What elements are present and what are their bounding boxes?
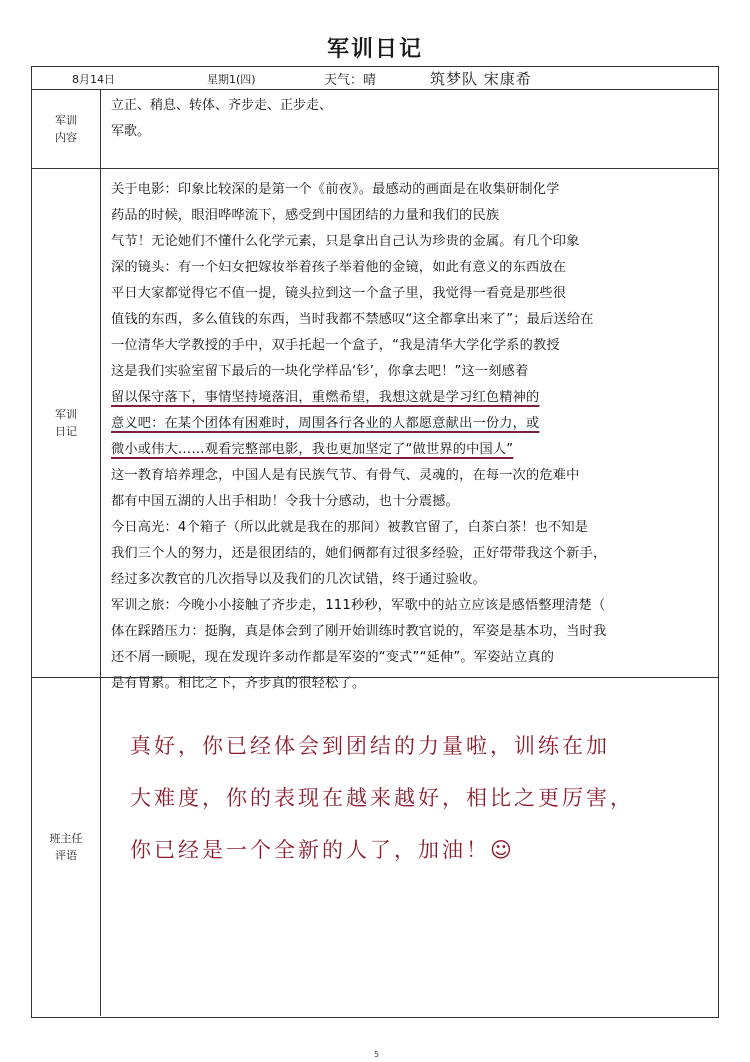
divider — [32, 677, 718, 678]
diary-line: 今日高光：4个箱子（所以此就是我在的那间）被教官留了，白茶白茶！也不知是 — [111, 520, 589, 535]
team-name-field: 筑梦队 宋康希 — [430, 70, 532, 88]
training-content-label — [32, 89, 101, 168]
diary-line: 都有中国五湖的人出手相助！令我十分感动，也十分震撼。 — [111, 494, 460, 509]
content-line: 军歌。 — [111, 124, 151, 139]
diary-line: 气节！无论她们不懂什么化学元素，只是拿出自己认为珍贵的金属。有几个印象 — [111, 234, 580, 249]
diary-line: 体在踩踏压力：挺胸，真是体会到了刚开始训练时教官说的，军姿是基本功，当时我 — [111, 624, 607, 639]
teacher-comment-text — [130, 720, 730, 876]
header-row — [32, 67, 718, 90]
comment-line: 大难度，你的表现在越来越好，相比之更厉害， — [130, 786, 634, 810]
diary-line: 值钱的东西，多么值钱的东西，当时我都不禁感叹“这全都拿出来了”；最后送给在 — [111, 312, 594, 327]
label-line: 班主任 — [49, 832, 83, 845]
training-diary-text — [111, 177, 706, 697]
diary-line: 意义吧：在某个团体有困难时，周围各行各业的人都愿意献出一份力，或 — [111, 416, 540, 431]
page-title: 军训日记 — [326, 37, 423, 62]
label-line: 评语 — [55, 849, 77, 862]
date-field: 8月14日 — [72, 73, 115, 86]
diary-line: 经过多次教官的几次指导以及我们的几次试错，终于通过验收。 — [111, 572, 486, 587]
label-line: 军训 — [55, 113, 77, 127]
diary-line: 这是我们实验室留下最后的一块化学样品‘钐’，你拿去吧！”这一刻感着 — [111, 364, 529, 379]
diary-line: 留以保守落下，事情坚持境落泪，重燃希望，我想这就是学习红色精神的 — [111, 390, 540, 405]
comment-line: 你已经是一个全新的人了，加油！☺ — [130, 838, 515, 862]
teacher-comment-label — [32, 678, 101, 1016]
diary-line: 微小或伟大……观看完整部电影，我也更加坚定了“做世界的中国人” — [111, 442, 514, 457]
diary-line: 平日大家都觉得它不值一提，镜头拉到这一个盒子里，我觉得一看竟是那些很 — [111, 286, 567, 301]
label-line: 军训 — [55, 408, 77, 421]
content-line: 立正、稍息、转体、齐步走、正步走、 — [111, 98, 333, 113]
diary-line: 军训之旅：今晚小小接触了齐步走，111秒秒，军歌中的站立应该是感悟整理清楚（ — [111, 598, 606, 613]
label-line: 日记 — [55, 425, 77, 438]
diary-line: 关于电影：印象比较深的是第一个《前夜》。最感动的画面是在收集研制化学 — [111, 182, 560, 197]
training-diary-label — [32, 169, 101, 677]
weekday-field: 星期1(四) — [207, 73, 256, 86]
divider — [32, 168, 718, 169]
diary-line: 深的镜头：有一个妇女把嫁妆举着孩子举着他的金镜，如此有意义的东西放在 — [111, 260, 567, 275]
weather-field: 天气：晴 — [324, 73, 377, 88]
diary-line: 我们三个人的努力，还是很团结的，她们俩都有过很多经验，正好带带我这个新手， — [111, 546, 607, 561]
training-content-text — [111, 93, 706, 145]
diary-line: 是有胃累。相比之下，齐步真的很轻松了。 — [111, 676, 366, 691]
diary-line: 一位清华大学教授的手中，双手托起一个盒子，“我是清华大学化学系的教授 — [111, 338, 560, 353]
comment-line: 真好，你已经体会到团结的力量啦，训练在加 — [130, 734, 610, 758]
diary-line: 还不屑一顾呢，现在发现许多动作都是军姿的“变式”“延伸”。军姿站立真的 — [111, 650, 555, 665]
diary-line: 药品的时候，眼泪哗哗流下，感受到中国团结的力量和我们的民族 — [111, 208, 500, 223]
diary-line: 这一教育培养理念，中国人是有民族气节、有骨气、灵魂的，在每一次的危难中 — [111, 468, 580, 483]
label-line: 内容 — [55, 130, 77, 144]
page-number: 5 — [374, 1050, 380, 1059]
